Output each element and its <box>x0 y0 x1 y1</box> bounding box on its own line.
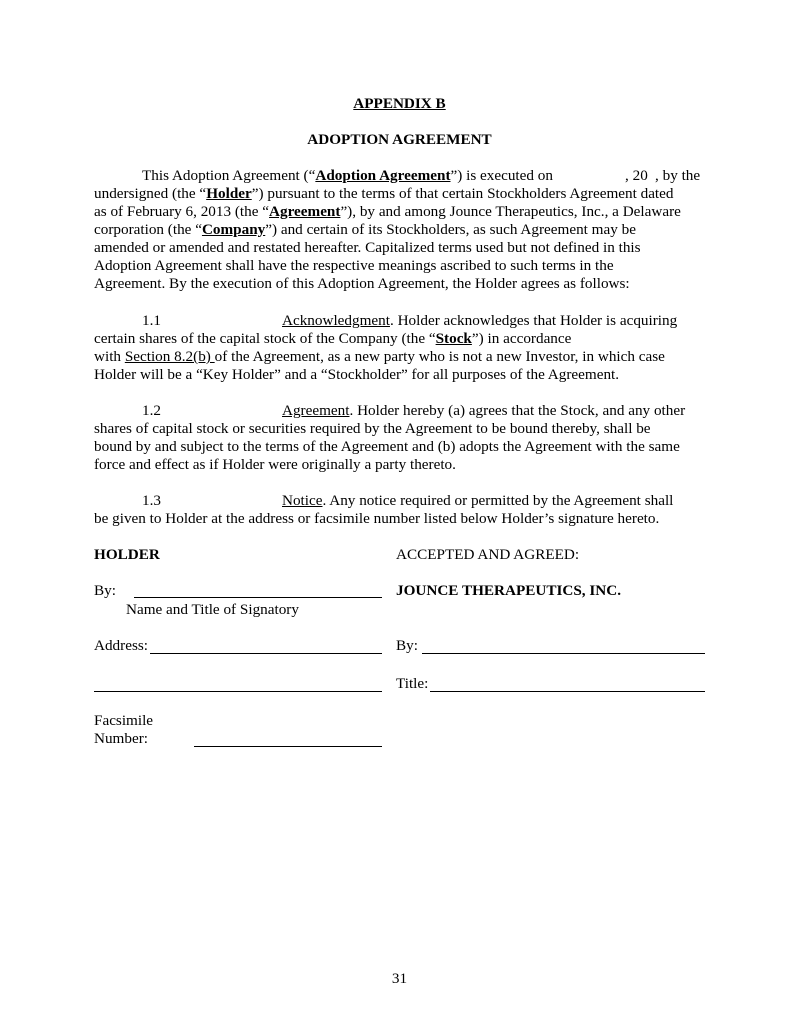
intro-line-6: Adoption Agreement shall have the respective meanings ascribed to such terms in the <box>94 257 614 274</box>
defined-term-stock: Stock <box>435 330 472 347</box>
company-signature-line[interactable] <box>422 653 705 654</box>
address-line-2[interactable] <box>94 691 382 692</box>
section-1-2-line-1: Agreement. Holder hereby (a) agrees that the Stock, and any other <box>282 402 686 419</box>
section-1-1-line-3: with Section 8.2(b) of the Agreement, as a new party who is not a new Investor, in which case <box>94 348 665 365</box>
address-label: Address: <box>94 637 148 654</box>
holder-by-label: By: <box>94 582 116 599</box>
intro-line-3: as of February 6, 2013 (the “Agreement”), by and among Jounce Therapeutics, Inc., a Delaware <box>94 203 681 220</box>
intro-line-4: corporation (the “Company”) and certain of its Stockholders, as such Agreement may be <box>94 221 636 238</box>
section-1-2-line-4: force and effect as if Holder were originally a party thereto. <box>94 456 456 473</box>
section-1-1-line-1: Acknowledgment. Holder acknowledges that Holder is acquiring <box>282 312 678 329</box>
section-1-2-line-2: shares of capital stock or securities required by the Agreement to be bound thereby, shall be <box>94 420 651 437</box>
defined-term-company: Company <box>201 221 266 238</box>
number-label: Number: <box>94 730 148 747</box>
defined-term-holder: Holder <box>206 185 252 202</box>
holder-label: HOLDER <box>94 546 160 563</box>
section-heading-agreement: Agreement <box>282 402 350 419</box>
section-number-1-2: 1.2 <box>142 402 161 419</box>
section-1-1-line-4: Holder will be a “Key Holder” and a “Stockholder” for all purposes of the Agreement. <box>94 366 620 383</box>
facsimile-label: Facsimile <box>94 712 154 729</box>
address-line-1[interactable] <box>150 653 382 654</box>
section-number-1-3: 1.3 <box>142 492 161 509</box>
intro-year: , 20 <box>625 167 648 184</box>
holder-signature-line[interactable] <box>134 597 382 598</box>
agreement-title: ADOPTION AGREEMENT <box>307 131 492 148</box>
intro-line-2: undersigned (the “Holder”) pursuant to the terms of that certain Stockholders Agreement dated <box>94 185 674 202</box>
intro-line-1: This Adoption Agreement (“Adoption Agreement”) is executed on <box>142 167 553 184</box>
section-heading-notice: Notice <box>282 492 323 509</box>
name-title-caption: Name and Title of Signatory <box>126 601 299 618</box>
intro-line-5: amended or amended and restated hereafter. Capitalized terms used but not defined in this <box>94 239 641 256</box>
defined-term-adoption-agreement: Adoption Agreement <box>315 167 451 184</box>
defined-term-agreement: Agreement <box>269 203 341 220</box>
company-name: JOUNCE THERAPEUTICS, INC. <box>396 582 622 599</box>
intro-by-the: , by the <box>655 167 701 184</box>
accepted-agreed-label: ACCEPTED AND AGREED: <box>396 546 580 563</box>
company-title-line[interactable] <box>430 691 705 692</box>
section-1-2-line-3: bound by and subject to the terms of the Agreement and (b) adopts the Agreement with the same <box>94 438 680 455</box>
page-number: 31 <box>391 970 408 987</box>
section-1-1-line-2: certain shares of the capital stock of the Company (the “Stock”) in accordance <box>94 330 572 347</box>
title-label: Title: <box>396 675 429 692</box>
section-reference: Section 8.2(b) <box>124 348 215 365</box>
section-1-3-line-1: Notice. Any notice required or permitted by the Agreement shall <box>282 492 674 509</box>
appendix-heading: APPENDIX B <box>353 95 446 112</box>
facsimile-line[interactable] <box>194 746 382 747</box>
section-number-1-1: 1.1 <box>142 312 161 329</box>
section-1-3-line-2: be given to Holder at the address or facsimile number listed below Holder’s signature hereto. <box>94 510 660 527</box>
section-heading-acknowledgment: Acknowledgment <box>282 312 390 329</box>
company-by-label: By: <box>396 637 418 654</box>
intro-line-7: Agreement. By the execution of this Adoption Agreement, the Holder agrees as follows: <box>94 275 630 292</box>
